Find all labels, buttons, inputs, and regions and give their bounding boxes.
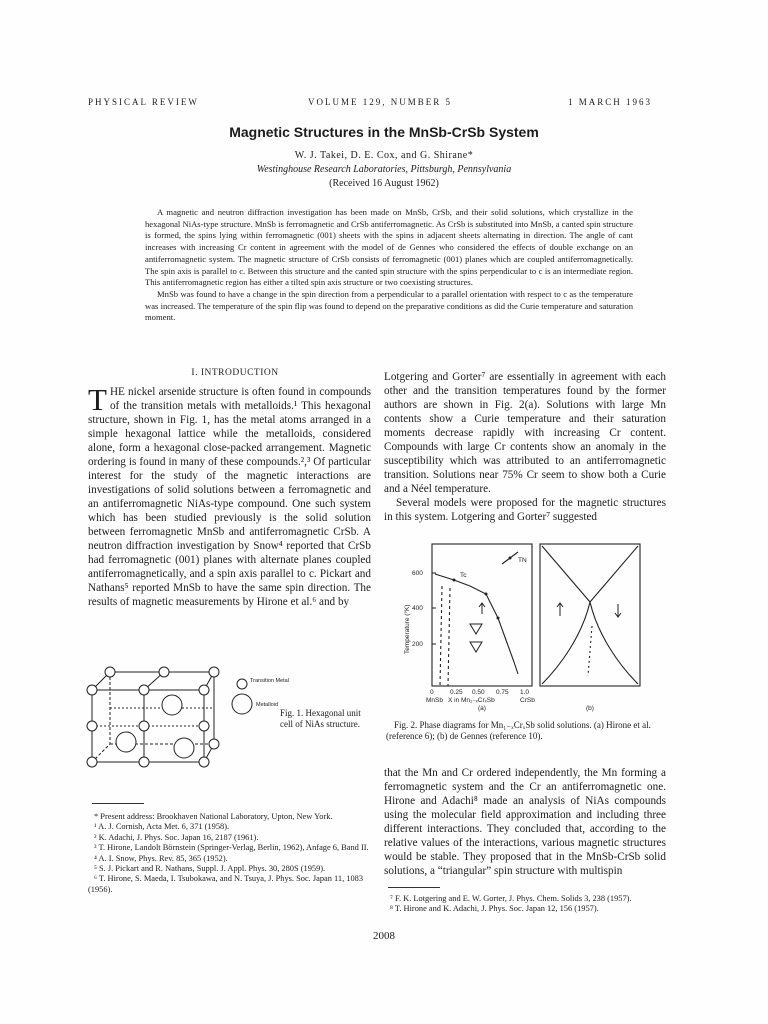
footnote: ⁷ F. K. Lotgering and E. W. Gorter, J. Phys. Chem. Solids 3, 238 (1957). (390, 894, 632, 903)
panel-b-frame (540, 544, 640, 686)
body-paragraph: Lotgering and Gorter⁷ are essentially in agreement with each other and the transition temperatures found by the former authors are shown in Fig. 2(a). Solutions with large Mn contents show a Curie temperature and their saturation moments decrease rapidly with increasing Cr content. Compounds with large Cr contents show an anomaly in the susceptibility which was attributed to an antiferromagnetic transition. Solutions near 75% Cr seem to show both a Curie and a Néel temperature. (384, 371, 666, 495)
phase-line-left (542, 602, 590, 684)
metalloid-atom (162, 695, 182, 715)
phase-line-right (590, 602, 638, 684)
drop-cap: T (88, 382, 107, 417)
footnote-rule-right (388, 887, 440, 888)
footnote: ² K. Adachi, J. Phys. Soc. Japan 16, 2187 (1961). (94, 832, 259, 842)
x-tick-label: 0.75 (496, 689, 509, 696)
x-tick-label: 0.25 (450, 689, 463, 696)
body-paragraph: Several models were proposed for the magnetic structures in this system. Lotgering and Gorter⁷ suggested (384, 497, 666, 523)
dashed-boundary (440, 586, 442, 686)
tn-label: TN (518, 557, 527, 564)
x-end-label-mnsb: MnSb (426, 697, 443, 704)
page-number: 2008 (373, 930, 395, 942)
panel-b-label: (b) (586, 705, 594, 712)
footnote: ³ T. Hirone, Landolt Börnstein (Springer-Verlag, Berlin, 1962), Anfage 6, Band II. (94, 843, 369, 853)
footnote: ⁸ T. Hirone and K. Adachi, J. Phys. Soc. Japan 12, 156 (1957). (390, 904, 599, 914)
x-end-label-crsb: CrSb (520, 697, 535, 704)
right-column-text-lower (384, 766, 666, 878)
journal-name: PHYSICAL REVIEW (88, 97, 199, 107)
legend-metalloid-label: Metalloid (256, 702, 279, 708)
abstract (145, 207, 633, 324)
y-tick-label: 600 (412, 570, 423, 577)
footnotes-left (88, 812, 372, 895)
x-tick-label: 1.0 (520, 689, 530, 696)
volume-number: VOLUME 129, NUMBER 5 (308, 97, 453, 107)
footnote-rule-left (92, 803, 144, 804)
phase-line-top (542, 546, 638, 602)
legend-metalloid-symbol (232, 694, 252, 714)
x-axis-label: X in Mn₁₋ₓCrₓSb (448, 697, 495, 704)
footnote: ¹ A. J. Cornish, Acta Met. 6, 371 (1958). (94, 822, 230, 832)
body-paragraph: that the Mn and Cr ordered independently, the Mn forming a ferromagnetic system and the Cr an antiferromagnetic one. Hirone and Adachi⁸ made an analysis of NiAs compounds using the molecular field approximation and including three different interactions. They concluded that, according to the relative values of the interactions, various magnetic structures would be stable. They proposed that in the MnSb-CrSb solid solutions, a “triangular” spin structure with multispin (384, 767, 666, 877)
received-date: (Received 16 August 1962) (329, 178, 439, 189)
footnote: ⁵ S. J. Pickart and R. Nathans, Suppl. J. Appl. Phys. 30, 280S (1959). (94, 864, 326, 874)
figure-2-caption: Fig. 2. Phase diagrams for Mn₁₋ₓCrₓSb solid solutions. (a) Hirone et al. (reference 6); (b) de Gennes (reference 10). (386, 720, 651, 741)
legend-metal-label: Transition Metal (250, 678, 289, 684)
panel-a-label: (a) (478, 705, 486, 712)
affiliation: Westinghouse Research Laboratories, Pittsburgh, Pennsylvania (256, 164, 512, 175)
footnote: ⁴ A. I. Snow, Phys. Rev. 85, 365 (1952). (94, 853, 228, 863)
paper-title: Magnetic Structures in the MnSb-CrSb System (229, 124, 539, 140)
abstract-paragraph: MnSb was found to have a change in the spin direction from a perpendicular to a parallel orientation with respect to c as the temperature was increased. The temperature of the spin flip was found to depend on the preparative conditions as did the Curie temperature and saturation moment. (145, 288, 633, 323)
metal-atom (87, 685, 97, 695)
right-column-text-upper (384, 370, 666, 524)
tc-label: Tc (460, 572, 467, 579)
author-list: W. J. Takei, D. E. Cox, and G. Shirane* (294, 150, 474, 161)
section-heading: I. INTRODUCTION (191, 368, 279, 378)
figure-1-caption: Fig. 1. Hexagonal unit cell of NiAs structure. (280, 708, 361, 729)
x-tick-label: 0.50 (472, 689, 485, 696)
footnote: ⁶ T. Hirone, S. Maeda, I. Tsubokawa, and N. Tsuya, J. Phys. Soc. Japan 11, 1083 (1956). (88, 874, 364, 894)
footnotes-right (384, 894, 668, 915)
left-column-text (88, 382, 371, 609)
abstract-paragraph: A magnetic and neutron diffraction investigation has been made on MnSb, CrSb, and their solid solutions, which crystallize in the hexagonal NiAs-type structure. MnSb is ferromagnetic and CrSb antiferromagnetic. As CrSb is substituted into MnSb, a canted spin structure is formed, the spins lying within ferromagnetic (001) sheets with the spins in adjacent sheets alternating in direction. The angle of cant increases with increasing Cr content in agreement with the model of de Gennes who considered the effects of double exchange on an antiferromagnetic system. The magnetic structure of CrSb consists of ferromagnetic (001) planes which are coupled antiferromagnetically. The spin axis is parallel to c. Between this structure and the canted spin structure with the spins perpendicular to c is an intermediate region. This antiferromagnetic region has either a tilted spin axis structure or two coexisting structures. (145, 207, 633, 288)
x-tick-label: 0 (430, 689, 434, 696)
panel-a-frame (432, 544, 532, 686)
figure-2-phase-diagram (382, 536, 668, 712)
intro-paragraph: HE nickel arsenide structure is often found in compounds of the transition metals with metalloids.¹ This hexagonal structure, shown in Fig. 1, has the metal atoms arranged in a simple hexagonal lattice while the metalloids, considered alone, form a hexagonal close-packed arrangement. Magnetic ordering is found in many of these compounds.²,³ Of particular interest for the study of the magnetic interactions are investigations of solid solutions between a ferromagnetic and an antiferromagnetic NiAs-type compound. One such system which has been studied previously is the solid solution between ferromagnetic MnSb and antiferromagnetic CrSb. A neutron diffraction investigation by Snow⁴ reported that CrSb had ferromagnetic (001) planes with alternate planes coupled antiferromagnetically, and a spin axis parallel to c. Pickart and Nathans⁵ reported MnSb to have the same spin direction. The results of magnetic measurements by Hirone et al.⁶ and by (88, 386, 371, 608)
issue-date: 1 MARCH 1963 (568, 97, 653, 107)
footnote: * Present address: Brookhaven National Laboratory, Upton, New York. (94, 812, 333, 821)
y-tick-label: 200 (412, 641, 423, 648)
legend-metal-symbol (237, 679, 247, 689)
y-tick-label: 400 (412, 605, 423, 612)
canted-spin-symbol (470, 624, 482, 634)
y-axis-label: Temperature (°K) (404, 604, 411, 654)
